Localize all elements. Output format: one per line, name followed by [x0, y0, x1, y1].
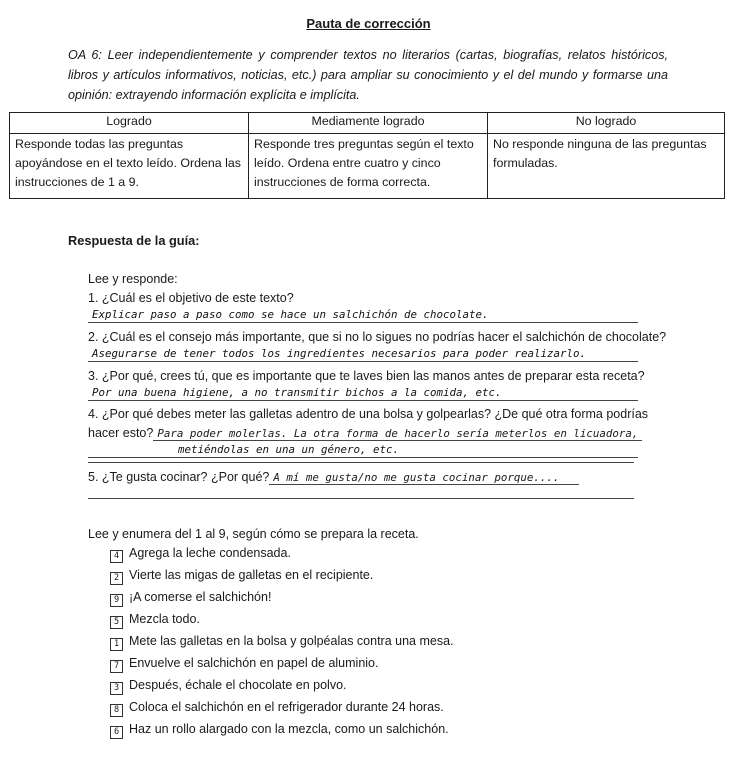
guide-answer-heading: Respuesta de la guía: — [68, 233, 200, 248]
step-text: Haz un rollo alargado con la mezcla, como un salchichón. — [129, 722, 449, 736]
question-2: 2. ¿Cuál es el consejo más importante, que si no lo sigues no podrías hacer el salchichón de chocolate? — [88, 330, 667, 344]
step-item — [110, 720, 449, 738]
step-number-box: 5 — [110, 616, 123, 629]
step-item — [110, 632, 454, 650]
rubric-table — [9, 112, 725, 199]
answer-4-line-2: metiéndolas en una un género, etc. — [88, 442, 638, 458]
step-item — [110, 610, 200, 628]
question-4: 4. ¿Por qué debes meter las galletas adentro de una bolsa y golpearlas? ¿De qué otra forma podrías — [88, 407, 649, 421]
rubric-cell-logrado: Responde todas las preguntas apoyándose en el texto leído. Ordena las instrucciones de 1 a 9. — [10, 134, 249, 199]
answer-3: Por una buena higiene, a no transmitir bichos a la comida, etc. — [88, 385, 638, 401]
step-item — [110, 566, 373, 584]
step-number-box: 1 — [110, 638, 123, 651]
step-number-box: 4 — [110, 550, 123, 563]
question-4-continuation: hacer esto? — [88, 426, 154, 440]
question-5-line — [88, 470, 640, 484]
step-item — [110, 544, 291, 562]
step-text: Vierte las migas de galletas en el recipiente. — [129, 568, 374, 582]
answer-5: A mí me gusta/no me gusta cocinar porque.... — [269, 471, 579, 485]
question-4-line-2 — [88, 426, 640, 440]
step-text: Agrega la leche condensada. — [129, 546, 291, 560]
step-number-box: 9 — [110, 594, 123, 607]
question-5: 5. ¿Te gusta cocinar? ¿Por qué? — [88, 470, 270, 484]
question-3: 3. ¿Por qué, crees tú, que es importante que te laves bien las manos antes de preparar esta receta? — [88, 369, 645, 383]
step-text: Después, échale el chocolate en polvo. — [129, 678, 347, 692]
step-text: Coloca el salchichón en el refrigerador durante 24 horas. — [129, 700, 444, 714]
rubric-cell-no-logrado: No responde ninguna de las preguntas formuladas. — [488, 134, 725, 199]
step-text: Mete las galletas en la bolsa y golpéalas contra una mesa. — [129, 634, 454, 648]
answer-4: Para poder molerlas. La otra forma de hacerlo sería meterlos en licuadora, — [153, 427, 642, 441]
learning-objective: OA 6: Leer independientemente y comprender textos no literarios (cartas, biografías, relatos históricos, libros y artículos informativos, noticias, etc.) para ampliar su conocimiento y el del mundo y formarse una opinión: extrayendo información explícita e implícita. — [68, 48, 668, 102]
rubric-header-no-logrado: No logrado — [488, 113, 725, 134]
step-item — [110, 654, 378, 672]
page-title: Pauta de corrección — [306, 16, 431, 31]
enumerate-instructions: Lee y enumera del 1 al 9, según cómo se prepara la receta. — [88, 527, 419, 541]
rubric-cell-mediamente: Responde tres preguntas según el texto leído. Ordena entre cuatro y cinco instrucciones de forma correcta. — [249, 134, 488, 199]
step-number-box: 8 — [110, 704, 123, 717]
step-item — [110, 698, 444, 716]
answer-2: Asegurarse de tener todos los ingredientes necesarios para poder realizarlo. — [88, 346, 638, 362]
step-number-box: 7 — [110, 660, 123, 673]
step-item — [110, 588, 271, 606]
step-number-box: 3 — [110, 682, 123, 695]
rubric-header-row — [10, 113, 725, 134]
step-text: ¡A comerse el salchichón! — [129, 590, 272, 604]
question-1: 1. ¿Cuál es el objetivo de este texto? — [88, 291, 294, 305]
step-text: Envuelve el salchichón en papel de aluminio. — [129, 656, 379, 670]
answer-4-blank-line — [88, 461, 634, 463]
rubric-header-logrado: Logrado — [10, 113, 249, 134]
rubric-header-mediamente: Mediamente logrado — [249, 113, 488, 134]
step-text: Mezcla todo. — [129, 612, 200, 626]
step-number-box: 2 — [110, 572, 123, 585]
answer-1: Explicar paso a paso como se hace un salchichón de chocolate. — [88, 307, 638, 323]
rubric-criteria-row — [10, 134, 725, 199]
read-and-answer-label: Lee y responde: — [88, 272, 178, 286]
step-item — [110, 676, 347, 694]
answer-5-blank-line — [88, 497, 634, 499]
step-number-box: 6 — [110, 726, 123, 739]
